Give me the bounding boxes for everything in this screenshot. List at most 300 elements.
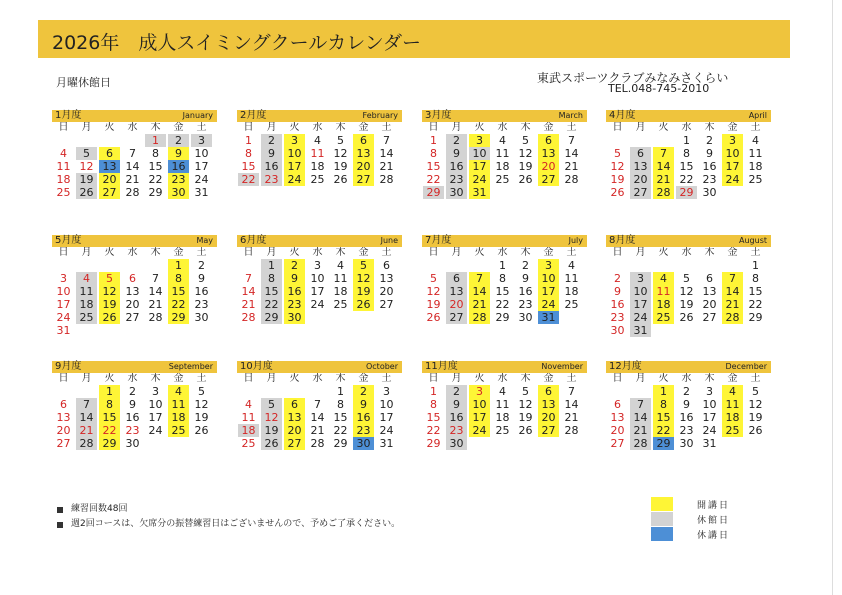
weekday-label: 日	[243, 373, 254, 384]
day-cell: 12	[748, 398, 763, 411]
day-cell: 28	[125, 186, 140, 199]
day-cell: 4	[499, 385, 506, 398]
weekday-label: 土	[196, 373, 207, 384]
day-cell: 23	[702, 173, 717, 186]
day-cell: 19	[261, 424, 282, 437]
day-cell	[653, 134, 674, 147]
weekday-label: 月	[635, 373, 646, 384]
weekday-label: 土	[381, 247, 392, 258]
weekday-label: 金	[727, 247, 738, 258]
day-cell: 2	[261, 134, 282, 147]
week-row	[422, 186, 587, 199]
weekday-label: 日	[58, 122, 69, 133]
weekday-header	[52, 373, 217, 385]
day-cell: 18	[76, 298, 97, 311]
weekday-header	[237, 373, 402, 385]
weekday-label: 土	[750, 373, 761, 384]
day-cell: 21	[653, 173, 674, 186]
day-cell: 1	[145, 134, 166, 147]
weekday-label: 水	[127, 373, 138, 384]
day-cell: 8	[430, 147, 437, 160]
week-row	[52, 298, 217, 311]
day-cell: 12	[679, 285, 694, 298]
day-cell	[76, 134, 97, 147]
month-calendar	[237, 361, 402, 450]
page-title: 2026年 成人スイミングクールカレンダー	[52, 32, 421, 54]
day-cell: 5	[76, 147, 97, 160]
day-cell: 18	[333, 285, 348, 298]
weekday-header	[606, 247, 771, 259]
month-calendar	[606, 235, 771, 337]
week-row	[422, 385, 587, 398]
day-cell: 16	[518, 285, 533, 298]
weekday-header	[237, 247, 402, 259]
day-cell: 23	[610, 311, 625, 324]
weekday-label: 月	[635, 122, 646, 133]
day-cell: 4	[499, 134, 506, 147]
week-row	[606, 398, 771, 411]
month-calendar	[52, 361, 217, 450]
day-cell: 4	[722, 385, 743, 398]
day-cell: 9	[129, 398, 136, 411]
month-calendar	[52, 110, 217, 199]
day-cell: 6	[284, 398, 305, 411]
weekday-label: 木	[704, 247, 715, 258]
day-cell	[745, 437, 766, 450]
day-cell: 22	[426, 173, 441, 186]
day-cell: 23	[194, 298, 209, 311]
day-cell	[261, 385, 282, 398]
day-cell	[538, 437, 559, 450]
day-cell: 13	[538, 398, 559, 411]
day-cell: 14	[76, 411, 97, 424]
day-cell: 30	[679, 437, 694, 450]
day-cell: 14	[310, 411, 325, 424]
day-cell: 14	[469, 285, 490, 298]
day-cell: 2	[446, 385, 467, 398]
day-cell: 2	[284, 259, 305, 272]
day-cell: 19	[426, 298, 441, 311]
week-row	[52, 173, 217, 186]
month-header	[52, 361, 217, 373]
day-cell: 30	[702, 186, 717, 199]
day-cell: 11	[310, 147, 325, 160]
day-cell: 3	[284, 134, 305, 147]
weekday-label: 火	[289, 373, 300, 384]
day-cell: 27	[353, 173, 374, 186]
day-cell: 4	[337, 259, 344, 272]
bullet-square-icon	[57, 507, 63, 513]
day-cell: 2	[446, 134, 467, 147]
day-cell	[99, 259, 120, 272]
day-cell: 21	[564, 160, 579, 173]
day-cell: 20	[446, 298, 467, 311]
day-cell: 13	[446, 285, 467, 298]
day-cell: 18	[168, 411, 189, 424]
note-text: 週2回コースは、欠席分の振替練習日はございませんので、予めご了承ください。	[71, 519, 401, 529]
day-cell: 28	[469, 311, 490, 324]
week-row	[52, 147, 217, 160]
day-cell: 6	[383, 259, 390, 272]
week-row	[422, 285, 587, 298]
weekday-label: 木	[150, 247, 161, 258]
day-cell	[515, 437, 536, 450]
day-cell: 1	[430, 134, 437, 147]
day-cell: 9	[522, 272, 529, 285]
day-cell: 17	[379, 411, 394, 424]
day-cell: 20	[353, 160, 374, 173]
day-cell: 19	[99, 298, 120, 311]
day-cell: 15	[653, 411, 674, 424]
week-row	[237, 385, 402, 398]
day-cell: 30	[168, 186, 189, 199]
day-cell	[722, 437, 743, 450]
day-cell: 28	[241, 311, 256, 324]
day-cell: 25	[56, 186, 71, 199]
day-cell	[469, 259, 490, 272]
week-row	[237, 259, 402, 272]
week-row	[237, 311, 402, 324]
legend-closed	[651, 512, 730, 526]
day-cell: 21	[469, 298, 490, 311]
day-cell: 30	[518, 311, 533, 324]
day-cell: 20	[630, 173, 651, 186]
day-cell: 15	[241, 160, 256, 173]
day-cell: 23	[284, 298, 305, 311]
week-row	[606, 424, 771, 437]
day-cell: 11	[241, 411, 256, 424]
day-cell: 7	[568, 385, 575, 398]
month-name-english: March	[558, 111, 583, 120]
day-cell: 23	[446, 173, 467, 186]
weekday-label: 金	[543, 122, 554, 133]
day-cell: 13	[353, 147, 374, 160]
day-cell: 12	[99, 285, 120, 298]
week-row	[606, 437, 771, 450]
legend-label: 休講日	[697, 530, 731, 541]
week-row	[422, 259, 587, 272]
day-cell	[492, 437, 513, 450]
week-row	[237, 173, 402, 186]
day-cell: 25	[310, 173, 325, 186]
day-cell: 4	[60, 147, 67, 160]
day-cell: 16	[353, 411, 374, 424]
weekday-label: 日	[612, 373, 623, 384]
day-cell	[191, 437, 212, 450]
day-cell: 5	[198, 385, 205, 398]
day-cell: 14	[379, 147, 394, 160]
day-cell: 24	[284, 173, 305, 186]
day-cell: 13	[630, 160, 651, 173]
day-cell: 16	[194, 285, 209, 298]
week-row	[52, 134, 217, 147]
day-cell: 13	[125, 285, 140, 298]
day-cell: 18	[653, 298, 674, 311]
day-cell: 7	[245, 272, 252, 285]
day-cell: 27	[610, 437, 625, 450]
day-cell: 15	[333, 411, 348, 424]
day-cell	[99, 324, 120, 337]
day-cell: 9	[683, 398, 690, 411]
week-row	[606, 272, 771, 285]
week-row	[237, 147, 402, 160]
weekday-label: 火	[474, 122, 485, 133]
day-cell: 16	[261, 160, 282, 173]
day-cell: 8	[168, 272, 189, 285]
day-cell	[53, 134, 74, 147]
week-row	[606, 298, 771, 311]
day-cell: 22	[748, 298, 763, 311]
weekday-label: 火	[474, 247, 485, 258]
day-cell	[284, 385, 305, 398]
day-cell: 22	[168, 298, 189, 311]
day-cell: 9	[446, 398, 467, 411]
legend-open	[651, 497, 730, 511]
day-cell: 30	[610, 324, 625, 337]
day-cell	[653, 259, 674, 272]
day-cell	[492, 186, 513, 199]
day-cell: 4	[168, 385, 189, 398]
day-cell: 2	[353, 385, 374, 398]
day-cell: 1	[245, 134, 252, 147]
month-header	[422, 110, 587, 122]
weekday-label: 月	[81, 247, 92, 258]
day-cell: 11	[653, 285, 674, 298]
weekday-label: 木	[704, 373, 715, 384]
day-cell: 20	[702, 298, 717, 311]
weekday-label: 月	[81, 373, 92, 384]
weekday-label: 月	[266, 122, 277, 133]
day-cell: 16	[446, 160, 467, 173]
day-cell: 12	[518, 147, 533, 160]
month-calendar	[422, 235, 587, 324]
day-cell: 2	[168, 134, 189, 147]
weekday-label: 日	[243, 247, 254, 258]
day-cell: 6	[129, 272, 136, 285]
day-cell: 9	[198, 272, 205, 285]
day-cell: 11	[76, 285, 97, 298]
day-cell: 18	[238, 424, 259, 437]
day-cell: 12	[353, 272, 374, 285]
day-cell: 26	[426, 311, 441, 324]
day-cell: 6	[446, 272, 467, 285]
month-name: 9月度	[55, 361, 82, 372]
day-cell: 14	[653, 160, 674, 173]
weekday-label: 火	[104, 247, 115, 258]
weekday-label: 月	[451, 247, 462, 258]
day-cell: 19	[76, 173, 97, 186]
day-cell: 28	[722, 311, 743, 324]
day-cell: 9	[706, 147, 713, 160]
weekday-header	[52, 122, 217, 134]
day-cell: 5	[261, 398, 282, 411]
day-cell: 14	[564, 147, 579, 160]
weekday-label: 水	[497, 373, 508, 384]
day-cell: 15	[168, 285, 189, 298]
day-cell: 10	[630, 285, 651, 298]
day-cell	[307, 311, 328, 324]
weekday-label: 水	[681, 247, 692, 258]
day-cell	[630, 385, 651, 398]
week-row	[237, 134, 402, 147]
bullet-square-icon	[57, 522, 63, 528]
month-name: 2月度	[240, 110, 267, 121]
day-cell: 11	[495, 147, 510, 160]
month-header	[237, 361, 402, 373]
day-cell: 15	[679, 160, 694, 173]
day-cell: 13	[538, 147, 559, 160]
weekday-label: 火	[289, 247, 300, 258]
day-cell: 4	[752, 134, 759, 147]
day-cell: 31	[194, 186, 209, 199]
month-header	[52, 110, 217, 122]
club-name: 東武スポーツクラブみなみさくらい	[537, 71, 729, 85]
day-cell: 29	[423, 186, 444, 199]
day-cell: 24	[56, 311, 71, 324]
day-cell: 10	[310, 272, 325, 285]
day-cell	[168, 437, 189, 450]
day-cell: 26	[194, 424, 209, 437]
weekday-header	[237, 122, 402, 134]
day-cell: 17	[310, 285, 325, 298]
day-cell: 16	[446, 411, 467, 424]
day-cell: 23	[261, 173, 282, 186]
month-name: 8月度	[609, 235, 636, 246]
month-header	[422, 235, 587, 247]
day-cell: 25	[495, 424, 510, 437]
day-cell: 16	[125, 411, 140, 424]
week-row	[422, 134, 587, 147]
month-name-english: August	[739, 236, 767, 245]
note-item	[57, 517, 400, 532]
day-cell: 3	[469, 134, 490, 147]
day-cell: 5	[683, 272, 690, 285]
day-cell: 13	[56, 411, 71, 424]
day-cell: 9	[446, 147, 467, 160]
day-cell	[630, 259, 651, 272]
day-cell: 2	[129, 385, 136, 398]
day-cell: 17	[722, 160, 743, 173]
month-name-english: October	[365, 362, 398, 371]
week-row	[52, 259, 217, 272]
weekday-label: 火	[104, 373, 115, 384]
day-cell: 18	[564, 285, 579, 298]
week-row	[52, 186, 217, 199]
day-cell: 18	[748, 160, 763, 173]
day-cell	[607, 134, 628, 147]
day-cell	[145, 259, 166, 272]
day-cell: 31	[630, 324, 651, 337]
weekday-label: 木	[520, 373, 531, 384]
day-cell	[561, 437, 582, 450]
month-calendar	[422, 361, 587, 450]
day-cell	[676, 259, 697, 272]
day-cell: 10	[469, 398, 490, 411]
day-cell: 16	[679, 411, 694, 424]
day-cell: 23	[168, 173, 189, 186]
weekday-label: 日	[428, 122, 439, 133]
day-cell: 6	[99, 147, 120, 160]
day-cell: 9	[168, 147, 189, 160]
weekday-label: 金	[358, 247, 369, 258]
day-cell	[76, 324, 97, 337]
day-cell: 21	[379, 160, 394, 173]
weekday-header	[422, 247, 587, 259]
day-cell: 26	[518, 173, 533, 186]
month-name: 11月度	[425, 361, 458, 372]
month-name: 3月度	[425, 110, 452, 121]
weekday-label: 土	[566, 122, 577, 133]
day-cell: 25	[564, 298, 579, 311]
day-cell	[122, 259, 143, 272]
day-cell: 10	[538, 272, 559, 285]
day-cell: 15	[495, 285, 510, 298]
day-cell: 7	[653, 147, 674, 160]
note-text: 練習回数48回	[71, 504, 128, 514]
week-row	[237, 285, 402, 298]
legend-swatch-open	[651, 497, 673, 511]
week-row	[52, 272, 217, 285]
weekday-label: 木	[335, 247, 346, 258]
day-cell: 22	[148, 173, 163, 186]
day-cell: 22	[99, 424, 120, 437]
day-cell: 3	[314, 259, 321, 272]
week-row	[422, 424, 587, 437]
weekday-label: 月	[635, 247, 646, 258]
day-cell: 5	[614, 147, 621, 160]
day-cell: 17	[194, 160, 209, 173]
day-cell: 1	[752, 259, 759, 272]
week-row	[52, 411, 217, 424]
day-cell	[76, 259, 97, 272]
month-name: 5月度	[55, 235, 82, 246]
day-cell: 10	[469, 147, 490, 160]
day-cell: 28	[379, 173, 394, 186]
day-cell	[423, 259, 444, 272]
day-cell: 11	[168, 398, 189, 411]
day-cell: 17	[284, 160, 305, 173]
day-cell: 17	[702, 411, 717, 424]
weekday-label: 火	[658, 122, 669, 133]
day-cell: 8	[683, 147, 690, 160]
day-cell	[376, 311, 397, 324]
day-cell: 31	[56, 324, 71, 337]
legend-swatch-rest	[651, 527, 673, 541]
day-cell: 18	[495, 411, 510, 424]
day-cell: 21	[125, 173, 140, 186]
day-cell: 18	[722, 411, 743, 424]
week-row	[422, 411, 587, 424]
week-row	[52, 398, 217, 411]
weekday-header	[52, 247, 217, 259]
week-row	[606, 324, 771, 337]
month-calendar	[606, 110, 771, 199]
weekday-header	[606, 373, 771, 385]
weekday-label: 日	[428, 373, 439, 384]
day-cell: 16	[284, 285, 305, 298]
day-cell: 12	[333, 147, 348, 160]
day-cell: 29	[168, 311, 189, 324]
weekday-label: 金	[358, 373, 369, 384]
day-cell: 7	[129, 147, 136, 160]
weekday-label: 日	[58, 373, 69, 384]
day-cell: 22	[238, 173, 259, 186]
day-cell: 9	[353, 398, 374, 411]
day-cell: 19	[679, 298, 694, 311]
day-cell: 8	[653, 398, 674, 411]
day-cell: 25	[168, 424, 189, 437]
day-cell	[699, 259, 720, 272]
